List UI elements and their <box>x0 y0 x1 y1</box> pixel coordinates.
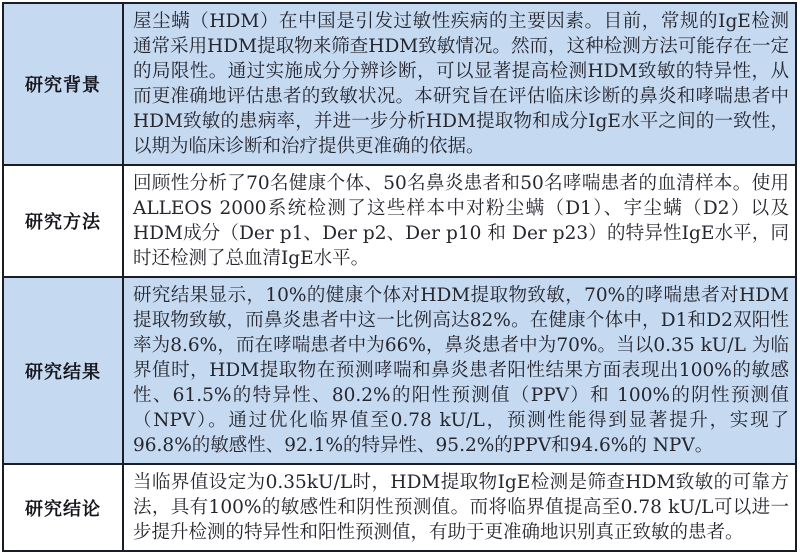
table-row <box>3 277 796 464</box>
table-row <box>3 464 796 551</box>
study-summary-document <box>0 2 800 543</box>
row-content: 回顾性分析了70名健康个体、50名鼻炎患者和50名哮喘患者的血清样本。使用ALLEOS 2000系统检测了这些样本中对粉尘螨（D1）、宇尘螨（D2）以及HDM成分（Der p1、Der p2、Der p10 和 Der p23）的特异性IgE水平，同时还检测了总血清IgE水平。 <box>123 165 796 277</box>
row-content: 研究结果显示，10%的健康个体对HDM提取物致敏，70%的哮喘患者对HDM提取物致敏，而鼻炎患者中这一比例高达82%。在健康个体中，D1和D2双阳性率为8.6%，而在哮喘患者中为66%，鼻炎患者中为70%。当以0.35 kU/L 为临界值时，HDM提取物在预测哮喘和鼻炎患者阳性结果方面表现出100%的敏感性、61.5%的特异性、80.2%的阳性预测值（PPV）和 100%的阴性预测值（NPV）。通过优化临界值至0.78 kU/L，预测性能得到显著提升，实现了96.8%的敏感性、92.1%的特异性、95.2%的PPV和94.6%的 NPV。 <box>123 277 796 464</box>
table-body <box>3 3 796 551</box>
table-row <box>3 3 796 165</box>
row-label: 研究结论 <box>3 464 123 551</box>
row-content: 当临界值设定为0.35kU/L时，HDM提取物IgE检测是筛查HDM致敏的可靠方法，具有100%的敏感性和阴性预测值。而将临界值提高至0.78 kU/L可以进一步提升检测的特异性和阳性预测值，有助于更准确地识别真正致敏的患者。 <box>123 464 796 551</box>
row-label: 研究方法 <box>3 165 123 277</box>
study-summary-table <box>2 2 797 552</box>
row-content: 屋尘螨（HDM）在中国是引发过敏性疾病的主要因素。目前，常规的IgE检测通常采用HDM提取物来筛查HDM致敏情况。然而，这种检测方法可能存在一定的局限性。通过实施成分分辨诊断，可以显著提高检测HDM致敏的特异性，从而更准确地评估患者的致敏状况。本研究旨在评估临床诊断的鼻炎和哮喘患者中HDM致敏的患病率，并进一步分析HDM提取物和成分IgE水平之间的一致性，以期为临床诊断和治疗提供更准确的依据。 <box>123 3 796 165</box>
row-label: 研究结果 <box>3 277 123 464</box>
table-row <box>3 165 796 277</box>
row-label: 研究背景 <box>3 3 123 165</box>
